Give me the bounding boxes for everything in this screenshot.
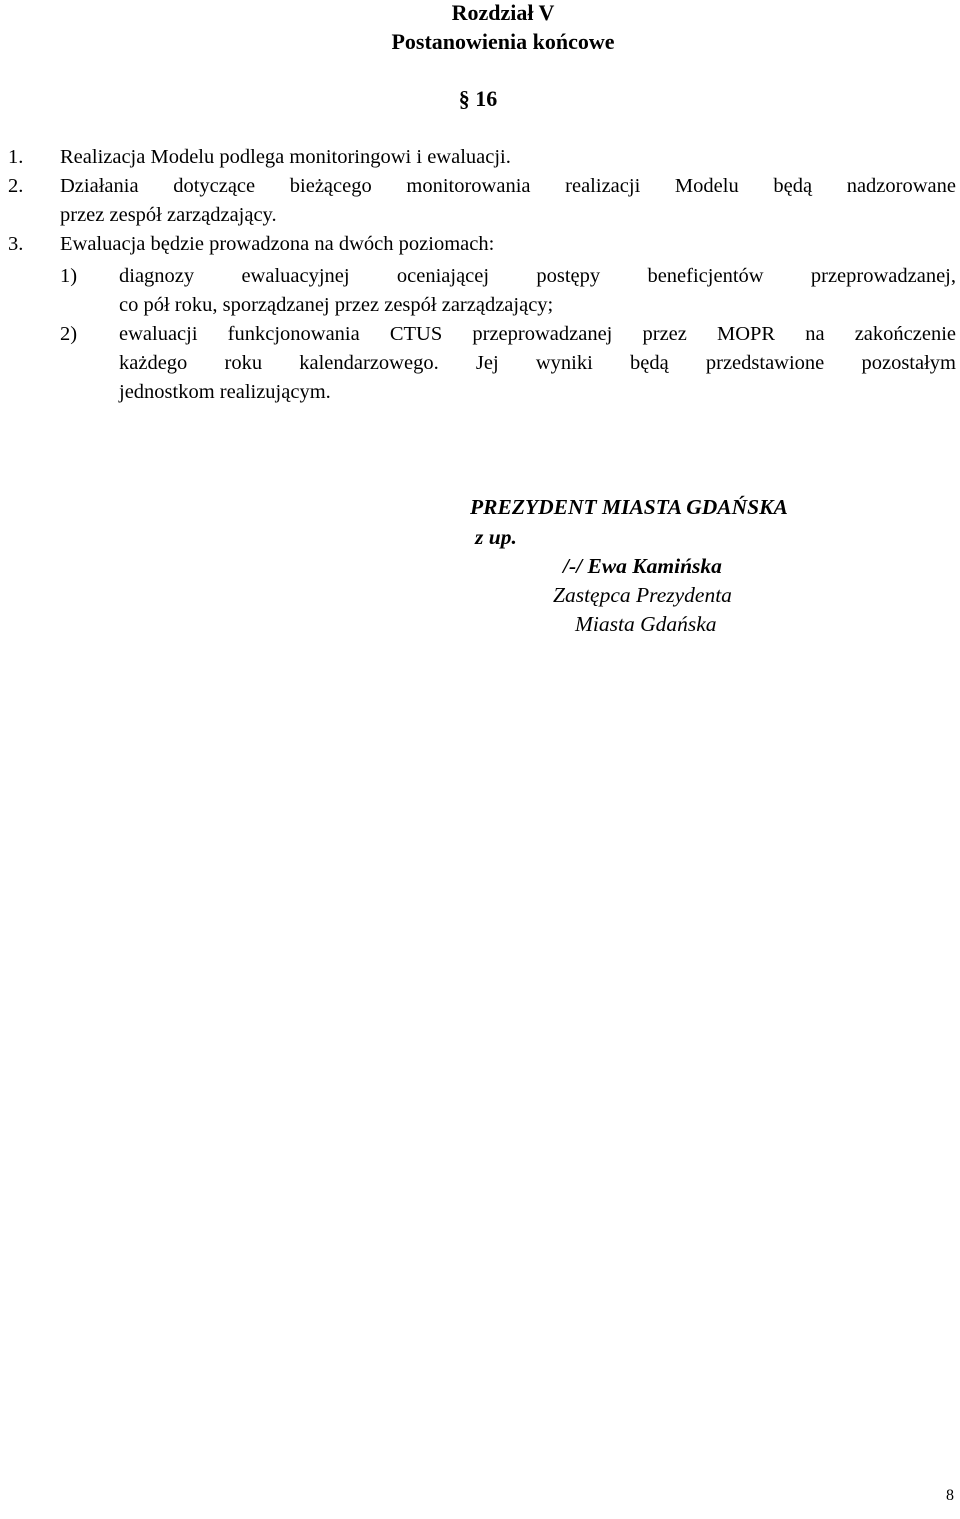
item-3-number: 3. [8,233,24,255]
chapter-title: Rozdział V [451,0,555,25]
item-2-line-2: przez zespół zarządzający. [60,204,277,226]
item-3-text: Ewaluacja będzie prowadzona na dwóch poziomach: [60,233,495,255]
item-2-line-1: Działania dotyczące bieżącego monitorowania realizacji Modelu będą nadzorowane [60,175,956,197]
signature-role-line-2: Miasta Gdańska [575,612,717,636]
signature-office: PREZYDENT MIASTA GDAŃSKA [470,495,788,519]
subitem-1-number: 1) [60,265,78,287]
signature-role-line-1: Zastępca Prezydenta [553,583,732,607]
chapter-subtitle: Postanowienia końcowe [391,29,615,54]
item-2-number: 2. [8,175,24,197]
subitem-2-line-2: każdego roku kalendarzowego. Jej wyniki będą przedstawione pozostałym [119,352,956,374]
page-number: 8 [946,1487,954,1504]
subitem-2-line-1: ewaluacji funkcjonowania CTUS przeprowadzanej przez MOPR na zakończenie [119,323,956,345]
subitem-1-line-2: co pół roku, sporządzanej przez zespół zarządzający; [119,294,554,316]
signature-proxy: z up. [475,525,517,549]
item-1-text: Realizacja Modelu podlega monitoringowi i ewaluacji. [60,146,511,168]
signature-name: /-/ Ewa Kamińska [563,554,722,578]
subitem-2-line-3: jednostkom realizującym. [119,381,331,403]
subitem-1-line-1: diagnozy ewaluacyjnej oceniającej postępy beneficjentów przeprowadzanej, [119,265,956,287]
subitem-2-number: 2) [60,323,78,345]
item-1-number: 1. [8,146,24,168]
section-number: § 16 [458,86,498,111]
